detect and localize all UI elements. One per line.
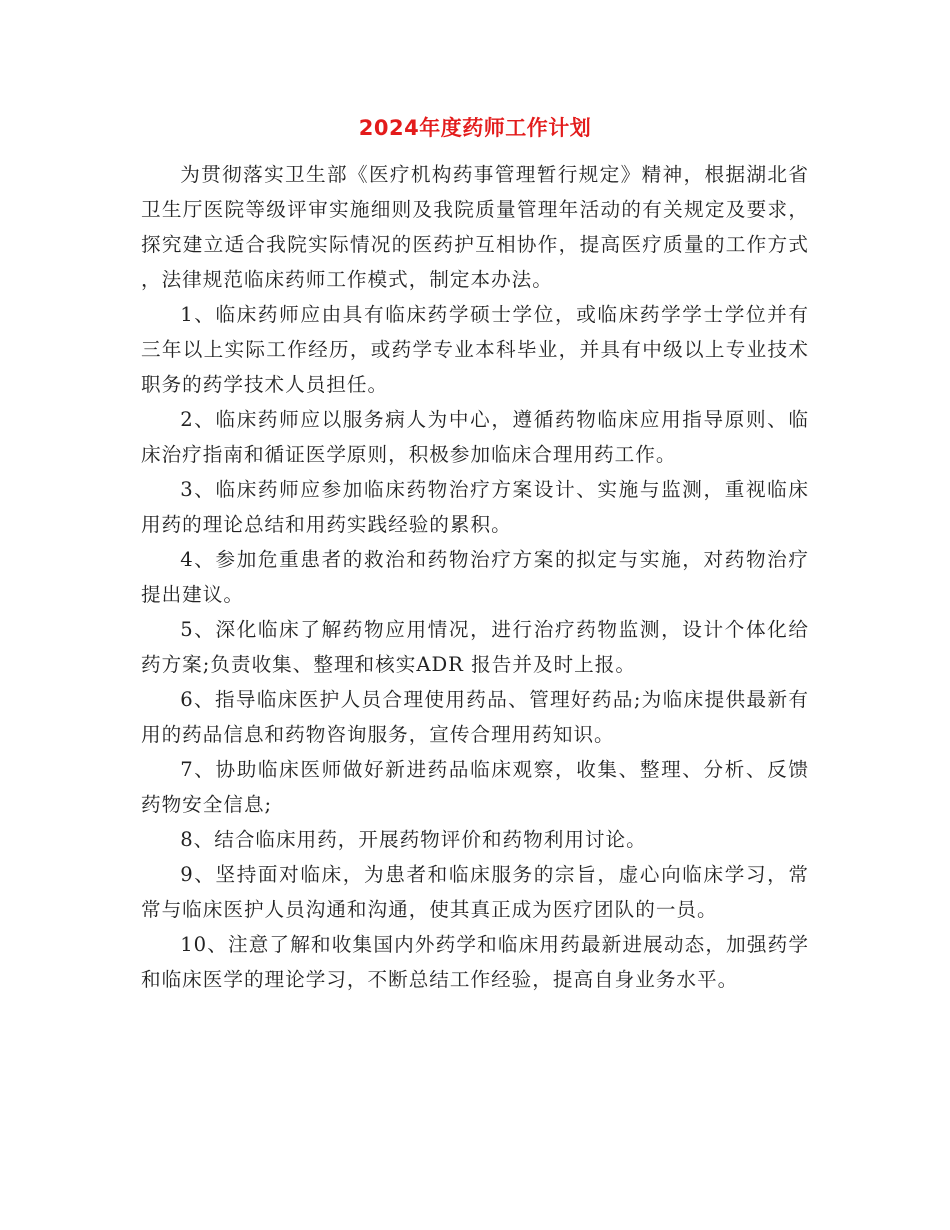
item-5-paragraph: 5、深化临床了解药物应用情况，进行治疗药物监测，设计个体化给药方案;负责收集、整理和核实ADR 报告并及时上报。	[141, 618, 809, 676]
item-10-paragraph: 10、注意了解和收集国内外药学和临床用药最新进展动态，加强药学和临床医学的理论学习，不断总结工作经验，提高自身业务水平。	[141, 933, 809, 991]
document-title: 2024年度药师工作计划	[358, 116, 592, 140]
item-1-paragraph: 1、临床药师应由具有临床药学硕士学位，或临床药学学士学位并有三年以上实际工作经历，或药学专业本科毕业，并具有中级以上专业技术职务的药学技术人员担任。	[141, 303, 809, 396]
item-3-paragraph: 3、临床药师应参加临床药物治疗方案设计、实施与监测，重视临床用药的理论总结和用药实践经验的累积。	[141, 478, 809, 536]
item-7-paragraph: 7、协助临床医师做好新进药品临床观察，收集、整理、分析、反馈药物安全信息;	[141, 758, 809, 816]
item-4-paragraph: 4、参加危重患者的救治和药物治疗方案的拟定与实施，对药物治疗提出建议。	[141, 548, 809, 606]
item-2-paragraph: 2、临床药师应以服务病人为中心，遵循药物临床应用指导原则、临床治疗指南和循证医学原则，积极参加临床合理用药工作。	[141, 408, 809, 466]
item-6-paragraph: 6、指导临床医护人员合理使用药品、管理好药品;为临床提供最新有用的药品信息和药物咨询服务，宣传合理用药知识。	[141, 688, 809, 746]
item-8-paragraph: 8、结合临床用药，开展药物评价和药物利用讨论。	[180, 828, 647, 851]
document-body	[141, 157, 809, 997]
item-9-paragraph: 9、坚持面对临床，为患者和临床服务的宗旨，虚心向临床学习，常常与临床医护人员沟通和沟通，使其真正成为医疗团队的一员。	[141, 863, 809, 921]
intro-paragraph: 为贯彻落实卫生部《医疗机构药事管理暂行规定》精神，根据湖北省卫生厅医院等级评审实施细则及我院质量管理年活动的有关规定及要求，探究建立适合我院实际情况的医药护互相协作，提高医疗质量的工作方式，法律规范临床药师工作模式，制定本办法。	[141, 163, 809, 291]
